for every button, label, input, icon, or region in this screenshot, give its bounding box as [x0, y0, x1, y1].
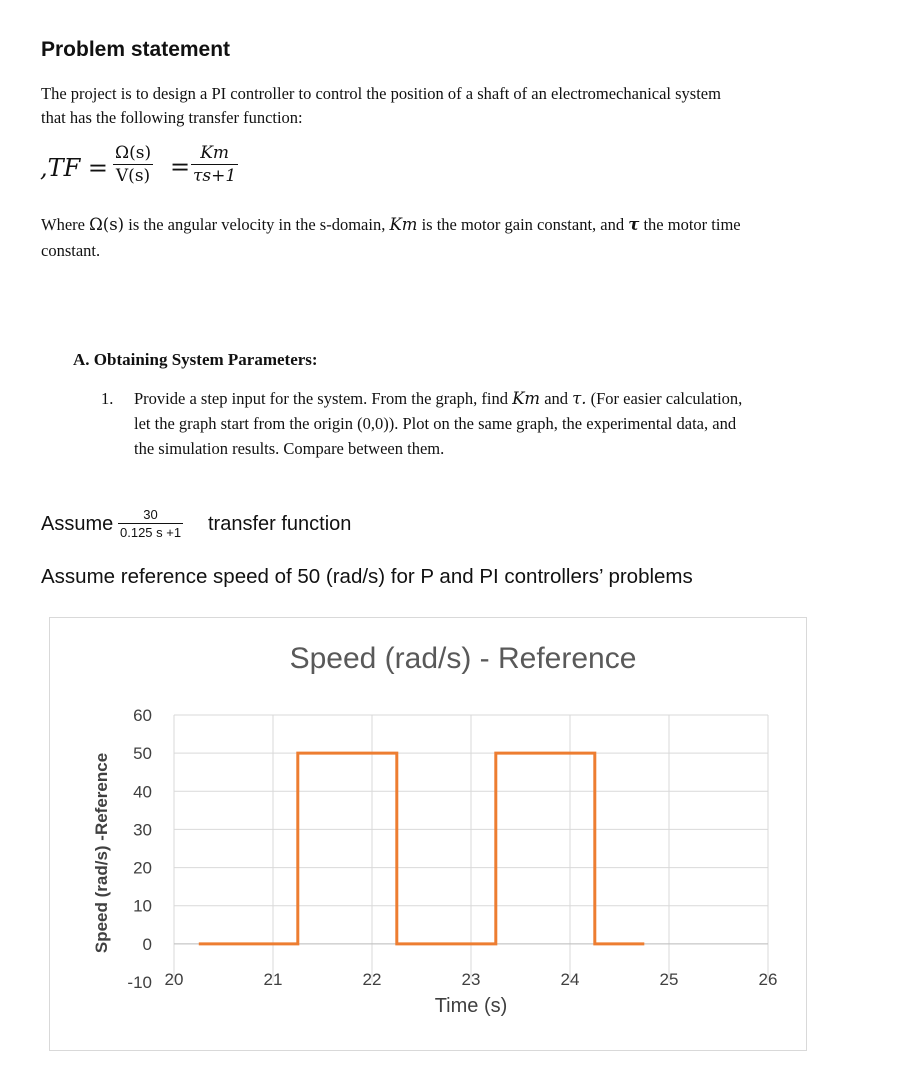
chart-y-axis-label: Speed (rad/s) -Reference	[92, 752, 111, 954]
reference-speed-line: Assume reference speed of 50 (rad/s) for P and PI controllers’ problems	[41, 565, 693, 588]
item-text-1b: (For easier calculation,	[590, 389, 743, 408]
chart-gridlines	[174, 715, 768, 982]
y-tick-label: 20	[133, 858, 152, 878]
intro-line-2: that has the following transfer function:	[41, 108, 303, 127]
x-tick-label: 23	[461, 970, 481, 989]
chart-title: Speed (rad/s) - Reference	[289, 642, 637, 675]
tf-equals: =	[170, 153, 191, 181]
intro-line-1: The project is to design a PI controller to control the position of a shaft of an electromechanical system	[41, 84, 721, 103]
section-a-title: A. Obtaining System Parameters:	[73, 350, 318, 369]
tf-denominator-1: V(s)	[113, 164, 153, 187]
tf-prefix: ,TF =	[40, 154, 109, 182]
y-tick-label: 40	[133, 782, 152, 802]
item-number: 1.	[101, 389, 114, 408]
assume-numerator: 30	[143, 507, 158, 522]
x-tick-label: 25	[659, 970, 679, 989]
item-line-2: let the graph start from the origin (0,0)). Plot on the same graph, the experimental data, and	[134, 414, 737, 433]
x-tick-label: 20	[164, 970, 184, 989]
chart-tick-labels	[127, 706, 777, 992]
y-tick-label: -10	[127, 973, 152, 992]
assume-denominator: 0.125 s +1	[120, 525, 182, 540]
where-text-1: Where	[41, 215, 85, 234]
y-tick-label: 60	[133, 706, 152, 725]
tf-numerator-2: Km	[200, 143, 230, 163]
y-tick-label: 0	[142, 934, 152, 954]
tf-denominator-2: τs+1	[193, 166, 237, 186]
where-text-3: is the motor gain constant, and	[421, 215, 625, 234]
problem-heading: Problem statement	[41, 38, 231, 61]
item-tau: τ.	[572, 389, 587, 408]
chart-x-axis-label: Time (s)	[434, 995, 508, 1017]
assume-word: Assume	[41, 513, 114, 535]
y-tick-label: 50	[133, 744, 152, 764]
assume-suffix: transfer function	[208, 513, 352, 535]
item-line-3: the simulation results. Compare between them.	[134, 439, 445, 458]
where-line-2: constant.	[41, 241, 101, 260]
y-tick-label: 30	[133, 820, 152, 840]
x-tick-label: 26	[758, 970, 778, 989]
item-text-1a: Provide a step input for the system. From the graph, find	[134, 389, 508, 408]
tf-numerator-1: Ω(s)	[115, 143, 152, 163]
chart-series	[199, 753, 645, 944]
where-text-2: is the angular velocity in the s-domain,	[128, 215, 386, 234]
x-tick-label: 22	[362, 970, 382, 989]
x-tick-label: 24	[560, 970, 580, 989]
item-km: Km	[512, 389, 541, 408]
x-tick-label: 21	[263, 970, 283, 989]
where-omega: Ω(s)	[89, 215, 125, 234]
series-line-0	[199, 753, 645, 944]
where-km: Km	[389, 215, 418, 234]
y-tick-label: 10	[133, 896, 152, 916]
where-text-4: the motor time	[643, 215, 741, 234]
item-and: and	[544, 389, 569, 408]
where-tau: τ	[628, 215, 640, 234]
